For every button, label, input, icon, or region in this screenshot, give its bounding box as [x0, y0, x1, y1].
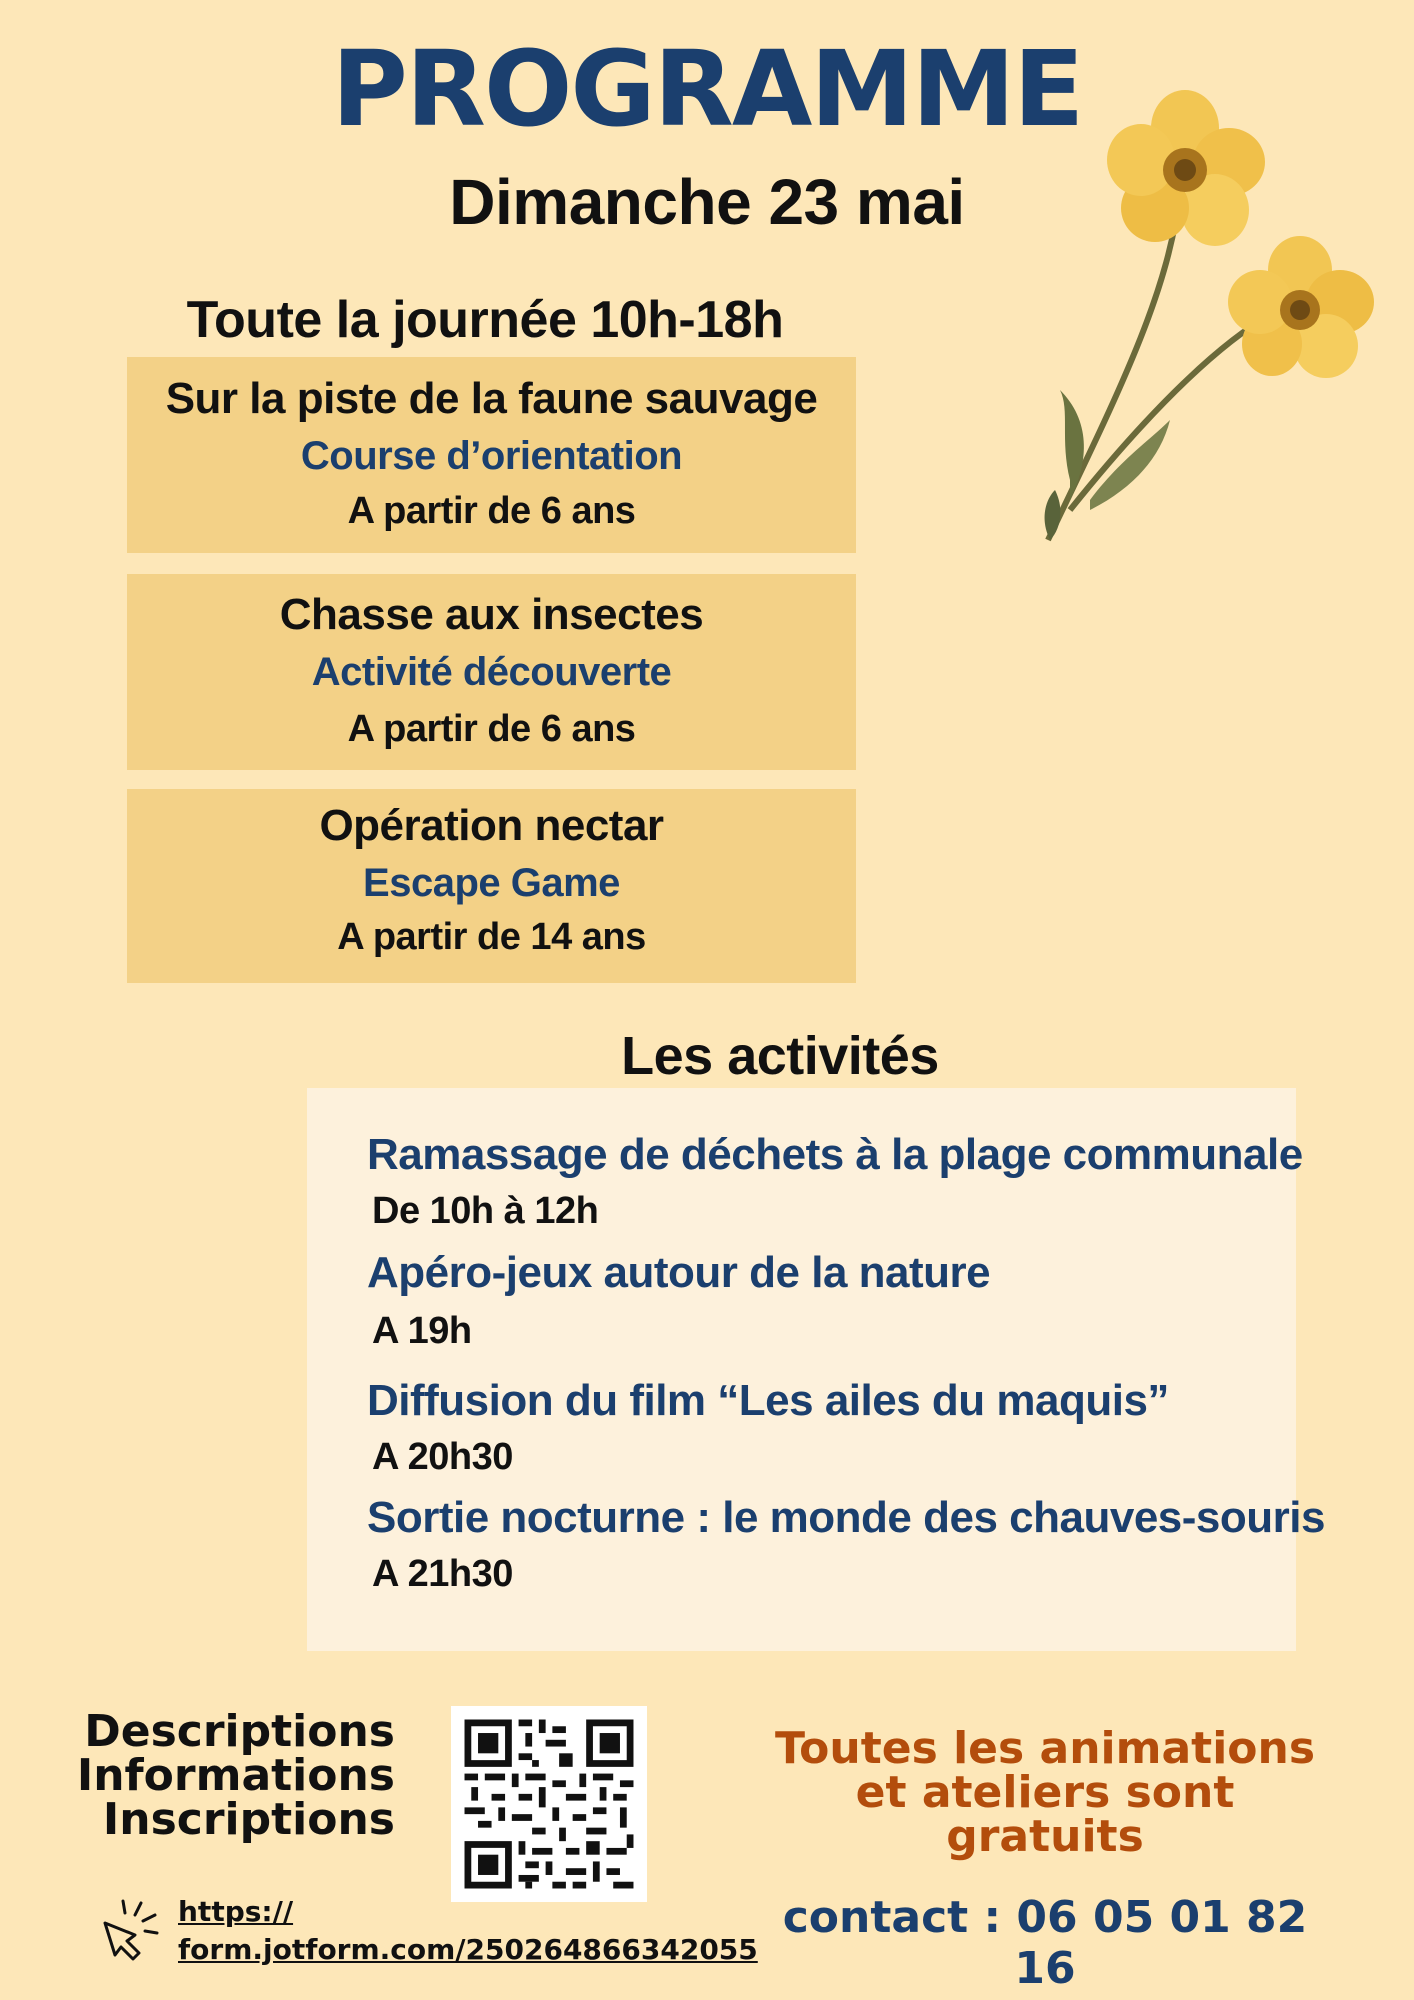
free-line: gratuits	[946, 1811, 1144, 1862]
activity-name: Ramassage de déchets à la plage communale	[367, 1130, 1303, 1179]
card-type: Escape Game	[363, 861, 620, 905]
cursor-click-icon	[95, 1893, 163, 1961]
page-title: PROGRAMME	[331, 28, 1083, 150]
activity-name: Sortie nocturne : le monde des chauves-souris	[367, 1493, 1325, 1542]
activity-card	[127, 789, 856, 983]
activity-name: Apéro-jeux autour de la nature	[367, 1248, 991, 1297]
card-title: Sur la piste de la faune sauvage	[165, 374, 818, 423]
card-type: Course d’orientation	[300, 434, 683, 478]
card-title: Chasse aux insectes	[279, 590, 704, 639]
info-line: Descriptions	[84, 1706, 395, 1757]
card-age: A partir de 14 ans	[337, 916, 646, 958]
info-line: Informations	[76, 1750, 395, 1801]
activity-time: A 20h30	[372, 1436, 513, 1478]
day-section-heading: Toute la journée 10h-18h	[186, 291, 784, 349]
registration-link[interactable]	[178, 1893, 758, 1969]
activity-card	[127, 357, 856, 553]
activity-card	[127, 574, 856, 770]
event-date: Dimanche 23 mai	[449, 166, 965, 238]
flower-illustration	[1030, 60, 1390, 560]
free-line: et ateliers sont	[855, 1767, 1235, 1818]
card-age: A partir de 6 ans	[347, 708, 636, 750]
info-line: Inscriptions	[102, 1794, 395, 1845]
activities-panel	[307, 1088, 1325, 1651]
link-line[interactable]: form.jotform.com/250264866342055	[178, 1933, 758, 1966]
free-line: Toutes les animations	[774, 1723, 1316, 1774]
info-labels	[40, 1706, 395, 1845]
activity-time: A 19h	[372, 1310, 472, 1352]
qr-code-icon[interactable]	[451, 1706, 647, 1902]
activities-heading: Les activités	[621, 1026, 939, 1086]
activity-time: De 10h à 12h	[372, 1190, 599, 1232]
activity-name: Diffusion du film “Les ailes du maquis”	[367, 1376, 1169, 1425]
free-notice	[745, 1723, 1345, 1862]
card-title: Opération nectar	[319, 801, 664, 850]
activity-time: A 21h30	[372, 1553, 513, 1595]
link-line[interactable]: https://	[178, 1895, 294, 1928]
card-age: A partir de 6 ans	[347, 490, 636, 532]
contact-phone: contact : 06 05 01 82 16	[782, 1892, 1308, 1994]
card-type: Activité découverte	[311, 650, 672, 694]
